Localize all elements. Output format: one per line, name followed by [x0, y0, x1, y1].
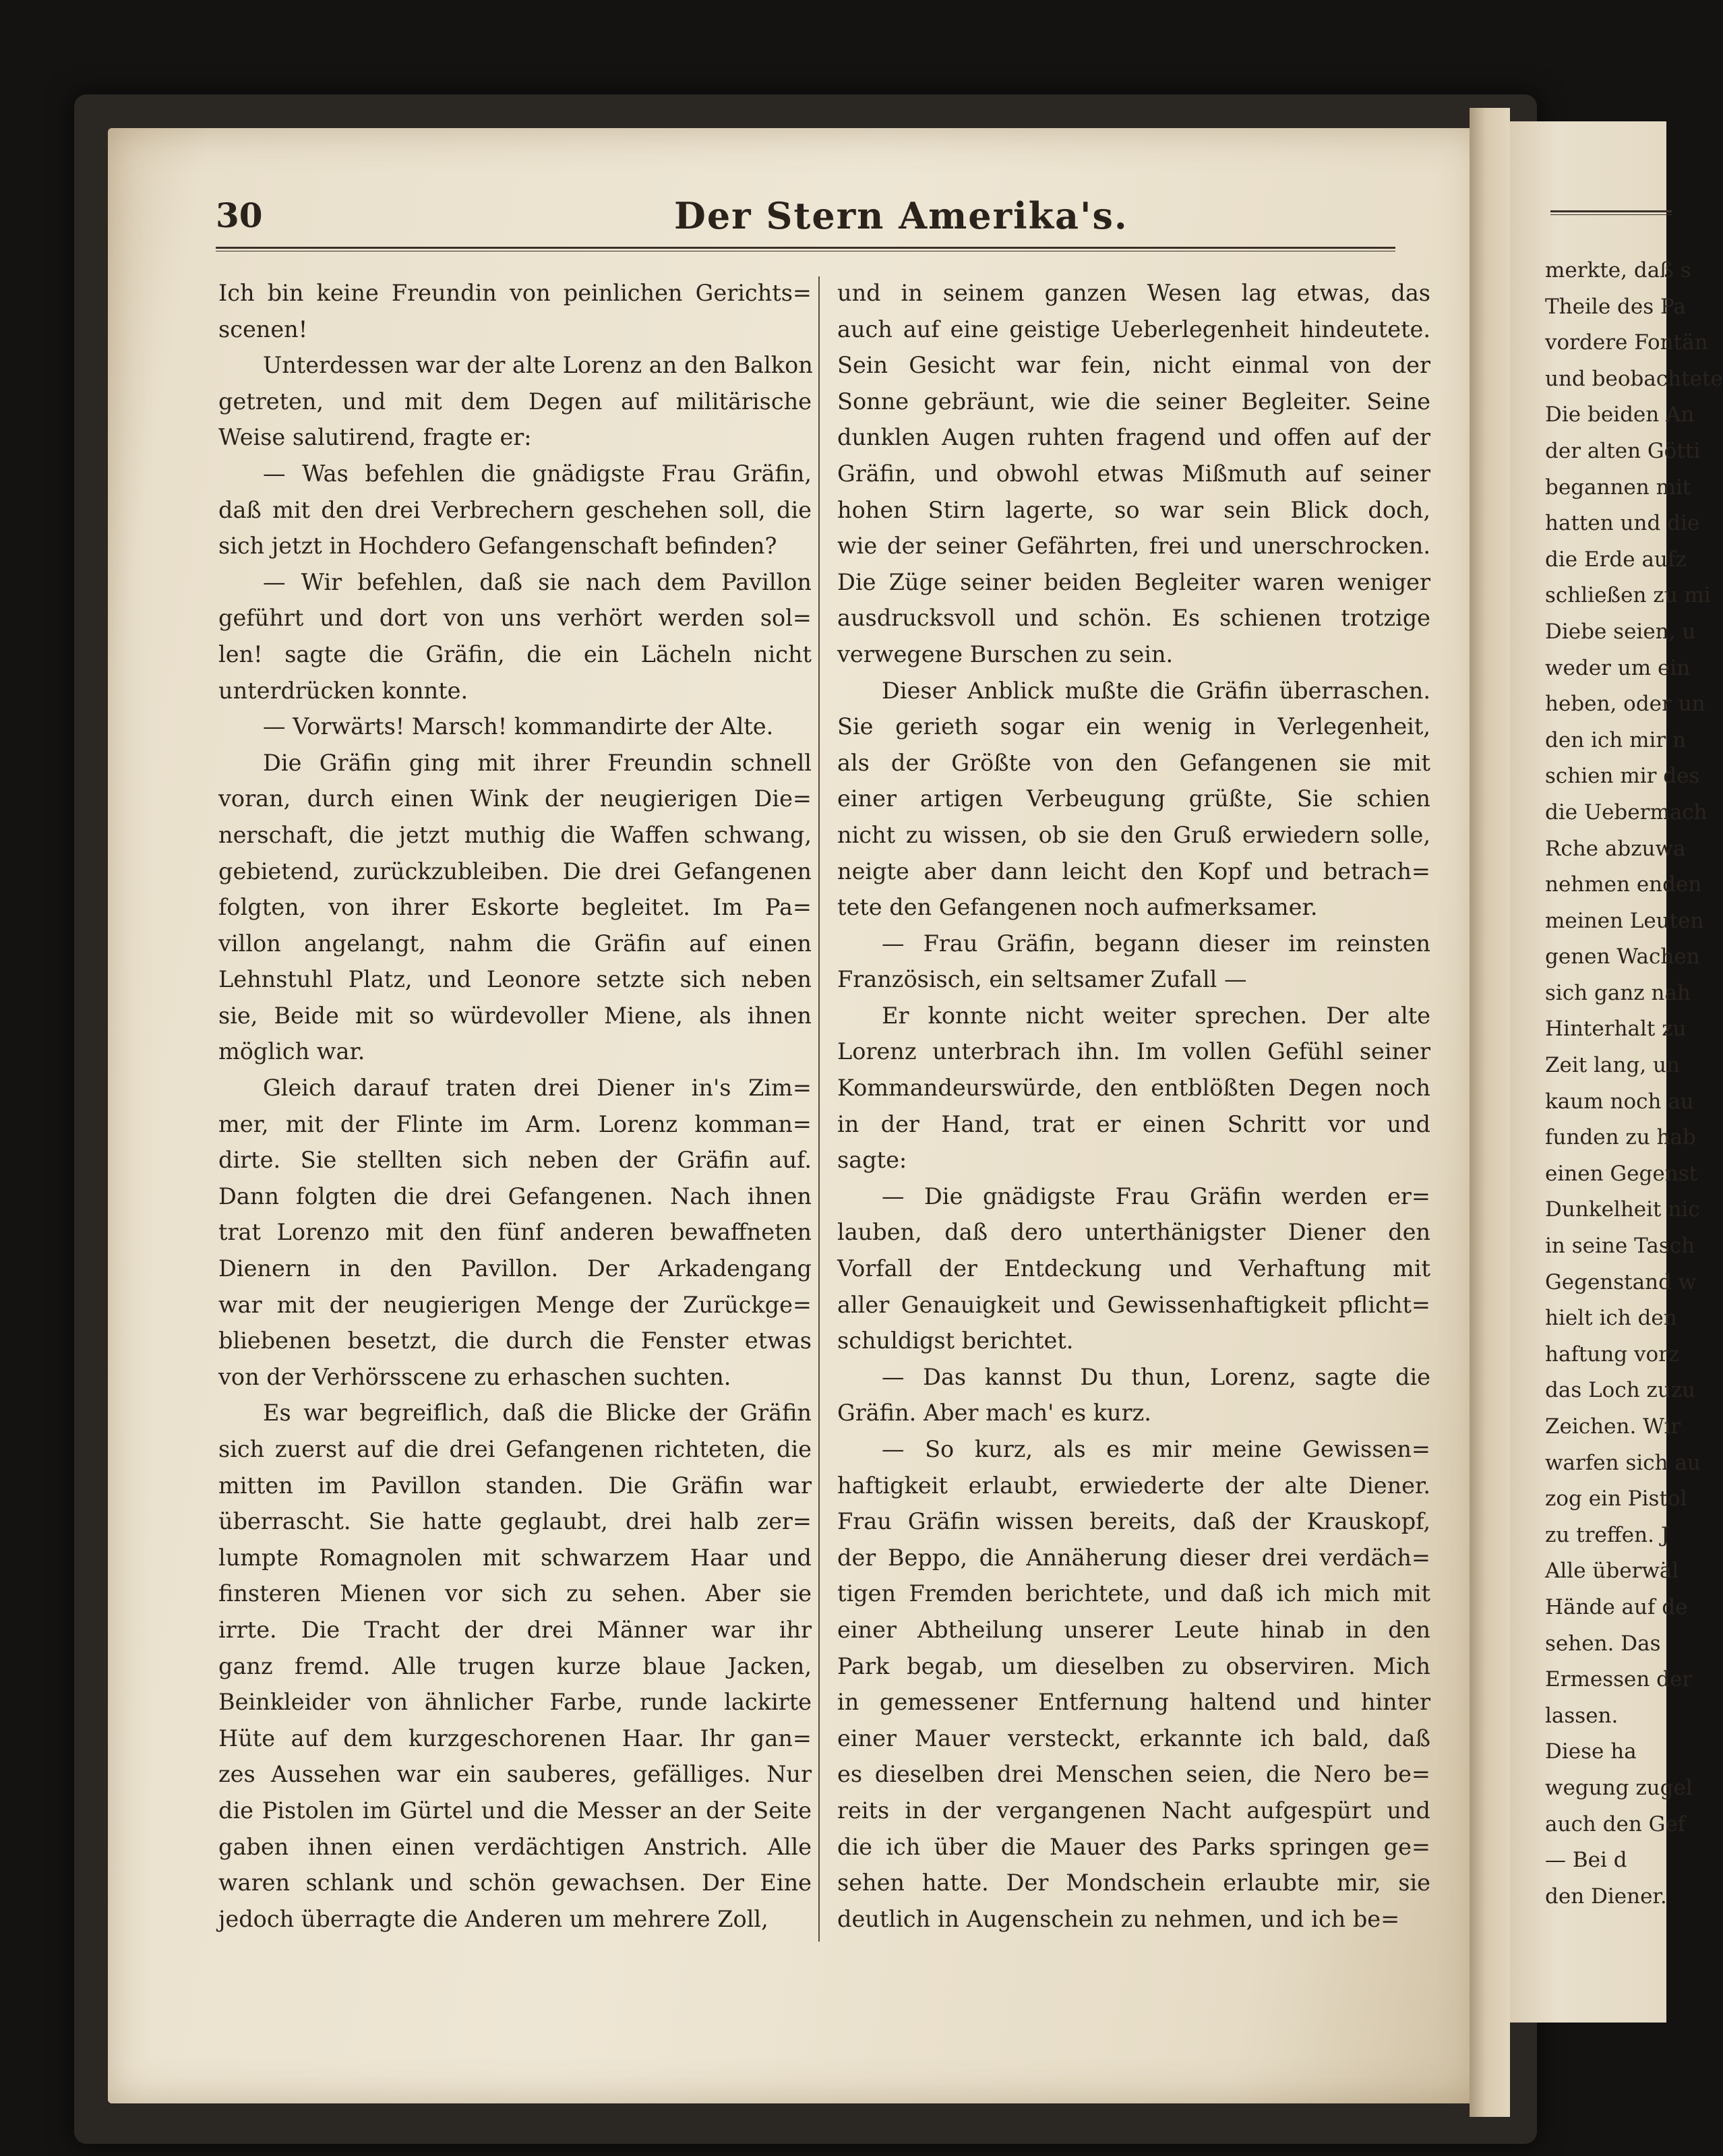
text-line: Gleich darauf traten drei Diener in's Zim= — [263, 1075, 812, 1102]
text-line: meinen Leuten — [1545, 908, 1704, 933]
text-line: Lorenz unterbrach ihn. Im vollen Gefühl seiner — [837, 1038, 1430, 1065]
text-line: lassen. — [1545, 1703, 1619, 1728]
text-line: Gräfin, und obwohl etwas Mißmuth auf seiner — [837, 460, 1430, 487]
text-line: sagte: — [837, 1147, 907, 1174]
text-line: nicht zu wissen, ob sie den Gruß erwiedern solle, — [837, 821, 1430, 848]
text-line: es dieselben drei Menschen seien, die Nero be= — [837, 1761, 1430, 1788]
text-line: Gräfin. Aber mach' es kurz. — [837, 1400, 1151, 1427]
text-line: zu treffen. J — [1545, 1522, 1670, 1547]
text-line: gebietend, zurückzubleiben. Die drei Gefangenen — [218, 858, 812, 885]
facing-page-fragment — [1510, 121, 1723, 2023]
text-line: folgten, von ihrer Eskorte begleitet. Im Pa= — [218, 894, 812, 921]
text-line: das Loch zuzu — [1545, 1378, 1696, 1403]
text-line: Die Züge seiner beiden Begleiter waren weniger — [837, 568, 1430, 595]
text-line: — So kurz, als es mir meine Gewissen= — [882, 1436, 1430, 1462]
text-line: den Diener. — [1545, 1884, 1667, 1909]
text-line: schließen zu mi — [1545, 583, 1711, 608]
text-line: — Frau Gräfin, begann dieser im reinsten — [882, 930, 1430, 957]
text-line: hohen Stirn lagerte, so war sein Blick doch, — [837, 496, 1430, 523]
text-line: warfen sich au — [1545, 1450, 1701, 1475]
text-line: ganz fremd. Alle trugen kurze blaue Jacken, — [218, 1652, 812, 1679]
text-line: sich jetzt in Hochdero Gefangenschaft befinden? — [218, 533, 777, 560]
text-line: und in seinem ganzen Wesen lag etwas, das — [837, 280, 1430, 306]
text-line: Alle überwäl — [1545, 1559, 1679, 1584]
text-line: Ich bin keine Freundin von peinlichen Gerichts= — [218, 280, 812, 306]
text-line: Sie gerieth sogar ein wenig in Verlegenheit, — [837, 713, 1430, 740]
text-line: vordere Fontän — [1545, 330, 1708, 355]
text-line: finsteren Mienen vor sich zu sehen. Aber sie — [218, 1580, 812, 1607]
text-line: Theile des Pa — [1545, 294, 1686, 319]
text-line: war mit der neugierigen Menge der Zurückge= — [218, 1291, 812, 1318]
text-line: geführt und dort von uns verhört werden sol= — [218, 605, 812, 632]
text-line: Hände auf de — [1545, 1594, 1688, 1619]
text-line: möglich war. — [218, 1038, 365, 1065]
text-line: len! sagte die Gräfin, die ein Lächeln nicht — [218, 640, 812, 667]
text-line: die Uebermach — [1545, 800, 1707, 825]
text-line: einen Gegenst — [1545, 1161, 1698, 1186]
text-line: scenen! — [218, 316, 308, 342]
text-line: mer, mit der Flinte im Arm. Lorenz komman= — [218, 1110, 812, 1137]
text-line: villon angelangt, nahm die Gräfin auf einen — [218, 930, 812, 957]
text-line: — Was befehlen die gnädigste Frau Gräfin, — [263, 460, 812, 487]
header-rule — [216, 247, 1395, 251]
text-line: Ermessen der — [1545, 1667, 1693, 1692]
text-line: zes Aussehen war ein sauberes, gefälliges. Nur — [218, 1761, 812, 1788]
text-line: Die beiden An — [1545, 402, 1695, 427]
text-line: Dunkelheit nic — [1545, 1197, 1700, 1222]
text-line: Beinkleider von ähnlicher Farbe, runde lackirte — [218, 1689, 812, 1716]
text-line: — Die gnädigste Frau Gräfin werden er= — [882, 1182, 1430, 1209]
text-line: haftigkeit erlaubt, erwiederte der alte Diener. — [837, 1472, 1430, 1499]
text-line: irrte. Die Tracht der drei Männer war ihr — [218, 1616, 812, 1643]
text-line: dirte. Sie stellten sich neben der Gräfin auf. — [218, 1147, 812, 1174]
page-number: 30 — [216, 196, 263, 235]
text-line: Zeichen. Wir — [1545, 1414, 1681, 1439]
left-column — [218, 275, 812, 1937]
text-line: gaben ihnen einen verdächtigen Anstrich. Alle — [218, 1833, 812, 1860]
text-line: Dieser Anblick mußte die Gräfin überraschen. — [882, 677, 1430, 704]
text-line: Diese ha — [1545, 1739, 1637, 1764]
text-line: kaum noch au — [1545, 1089, 1694, 1114]
text-line: einer Mauer versteckt, erkannte ich bald, daß — [837, 1725, 1430, 1751]
text-line: jedoch überragte die Anderen um mehrere Zoll, — [218, 1905, 768, 1932]
text-line: — Vorwärts! Marsch! kommandirte der Alte. — [263, 713, 774, 740]
text-line: als der Größte von den Gefangenen sie mit — [837, 749, 1430, 776]
page-header — [216, 196, 1389, 249]
text-line: Vorfall der Entdeckung und Verhaftung mit — [837, 1255, 1430, 1282]
text-line: schien mir des — [1545, 764, 1700, 789]
text-line: wie der seiner Gefährten, frei und unerschrocken. — [837, 533, 1430, 560]
text-line: sich zuerst auf die drei Gefangenen richteten, die — [218, 1436, 812, 1462]
text-line: Hinterhalt zu — [1545, 1017, 1687, 1042]
text-line: deutlich in Augenschein zu nehmen, und ich be= — [837, 1905, 1400, 1932]
text-line: Kommandeurswürde, den entblößten Degen noch — [837, 1075, 1430, 1102]
text-line: Dann folgten die drei Gefangenen. Nach ihnen — [218, 1182, 812, 1209]
right-column — [837, 275, 1430, 1937]
text-line: waren schlank und schön gewachsen. Der Eine — [218, 1869, 812, 1896]
book-gutter — [1470, 108, 1510, 2117]
text-line: Es war begreiflich, daß die Blicke der Gräfin — [263, 1400, 812, 1427]
text-line: einer artigen Verbeugung grüßte, Sie schien — [837, 785, 1430, 812]
text-line: zog ein Pistol — [1545, 1487, 1687, 1511]
text-line: sich ganz nah — [1545, 980, 1691, 1005]
text-line: Er konnte nicht weiter sprechen. Der alte — [882, 1002, 1430, 1029]
text-line: Diebe seien, u — [1545, 619, 1696, 644]
text-line: Rche abzuwa — [1545, 836, 1686, 861]
text-line: in der Hand, trat er einen Schritt vor und — [837, 1110, 1430, 1137]
text-line: Park begab, um dieselben zu observiren. Mich — [837, 1652, 1430, 1679]
text-line: hatten und die — [1545, 511, 1700, 536]
text-line: auch den Gef — [1545, 1811, 1686, 1836]
text-line: — Das kannst Du thun, Lorenz, sagte die — [882, 1363, 1430, 1390]
text-line: Lehnstuhl Platz, und Leonore setzte sich neben — [218, 966, 812, 993]
text-line: lauben, daß dero unterthänigster Diener den — [837, 1219, 1430, 1246]
text-line: neigte aber dann leicht den Kopf und betrach= — [837, 858, 1430, 885]
text-line: daß mit den drei Verbrechern geschehen soll, die — [218, 496, 812, 523]
text-line: Weise salutirend, fragte er: — [218, 424, 532, 451]
text-line: lumpte Romagnolen mit schwarzem Haar und — [218, 1544, 812, 1571]
text-line: bliebenen besetzt, die durch die Fenster etwas — [218, 1327, 812, 1354]
text-line: nerschaft, die jetzt muthig die Waffen schwang, — [218, 821, 812, 848]
text-line: tete den Gefangenen noch aufmerksamer. — [837, 894, 1318, 921]
text-line: Unterdessen war der alte Lorenz an den Balkon — [263, 352, 813, 379]
text-line: genen Wachen — [1545, 945, 1700, 969]
text-line: und beobachtete — [1545, 366, 1723, 391]
text-line: von der Verhörsscene zu erhaschen suchten. — [218, 1363, 731, 1390]
text-line: Sonne gebräunt, wie die seiner Begleiter. Seine — [837, 388, 1430, 415]
text-line: einer Abtheilung unserer Leute hinab in den — [837, 1616, 1430, 1643]
text-line: ausdrucksvoll und schön. Es schienen trotzige — [837, 605, 1430, 632]
text-line: merkte, daß s — [1545, 258, 1691, 282]
text-line: voran, durch einen Wink der neugierigen Die= — [218, 785, 812, 812]
text-line: aller Genauigkeit und Gewissenhaftigkeit pflicht= — [837, 1291, 1430, 1318]
text-line: Dienern in den Pavillon. Der Arkadengang — [218, 1255, 812, 1282]
text-line: dunklen Augen ruhten fragend und offen auf der — [837, 424, 1430, 451]
text-line: Frau Gräfin wissen bereits, daß der Krauskopf, — [837, 1508, 1430, 1535]
text-line: verwegene Burschen zu sein. — [837, 640, 1174, 667]
text-line: Gegenstand w — [1545, 1269, 1697, 1294]
text-line: die ich über die Mauer des Parks springen ge= — [837, 1833, 1430, 1860]
text-line: weder um ein — [1545, 655, 1691, 680]
facing-page-text — [1545, 253, 1723, 1915]
text-line: in seine Tasch — [1545, 1234, 1695, 1259]
column-divider — [818, 276, 820, 1942]
text-line: tigen Fremden berichtete, und daß ich mich mit — [837, 1580, 1430, 1607]
text-line: die Erde aufz — [1545, 547, 1687, 572]
text-line: der Beppo, die Annäherung dieser drei verdäch= — [837, 1544, 1430, 1571]
text-line: hielt ich den — [1545, 1306, 1677, 1331]
text-line: — Wir befehlen, daß sie nach dem Pavillon — [263, 568, 812, 595]
text-line: reits in der vergangenen Nacht aufgespürt und — [837, 1797, 1430, 1824]
text-line: sehen hatte. Der Mondschein erlaubte mir, sie — [837, 1869, 1430, 1896]
text-line: der alten Götti — [1545, 438, 1701, 463]
running-title: Der Stern Amerika's. — [674, 194, 1128, 237]
text-line: die Pistolen im Gürtel und die Messer an der Seite — [218, 1797, 812, 1824]
text-line: sie, Beide mit so würdevoller Miene, als ihnen — [218, 1002, 812, 1029]
facing-header-rule — [1550, 210, 1672, 215]
text-line: — Bei d — [1545, 1848, 1627, 1873]
text-line: nehmen enden — [1545, 872, 1702, 897]
text-line: Zeit lang, un — [1545, 1053, 1680, 1078]
text-line: Sein Gesicht war fein, nicht einmal von der — [837, 352, 1430, 379]
text-line: schuldigst berichtet. — [837, 1327, 1074, 1354]
text-line: unterdrücken konnte. — [218, 677, 468, 704]
text-line: wegung zugel — [1545, 1775, 1693, 1800]
text-line: Französisch, ein seltsamer Zufall — — [837, 966, 1247, 993]
text-line: heben, oder un — [1545, 692, 1705, 717]
text-line: überrascht. Sie hatte geglaubt, drei halb zer= — [218, 1508, 812, 1535]
text-line: auch auf eine geistige Ueberlegenheit hindeutete. — [837, 316, 1430, 342]
text-line: in gemessener Entfernung haltend und hinter — [837, 1689, 1430, 1716]
text-line: begannen mit — [1545, 475, 1691, 500]
text-line: haftung vorz — [1545, 1342, 1680, 1367]
text-line: Hüte auf dem kurzgeschorenen Haar. Ihr gan= — [218, 1725, 812, 1751]
text-line: getreten, und mit dem Degen auf militärische — [218, 388, 812, 415]
text-line: sehen. Das — [1545, 1631, 1661, 1656]
text-line: den ich mir n — [1545, 727, 1687, 752]
text-line: mitten im Pavillon standen. Die Gräfin war — [218, 1472, 812, 1499]
text-line: Die Gräfin ging mit ihrer Freundin schnell — [263, 749, 812, 776]
text-line: funden zu hab — [1545, 1125, 1696, 1150]
text-line: trat Lorenzo mit den fünf anderen bewaffneten — [218, 1219, 812, 1246]
